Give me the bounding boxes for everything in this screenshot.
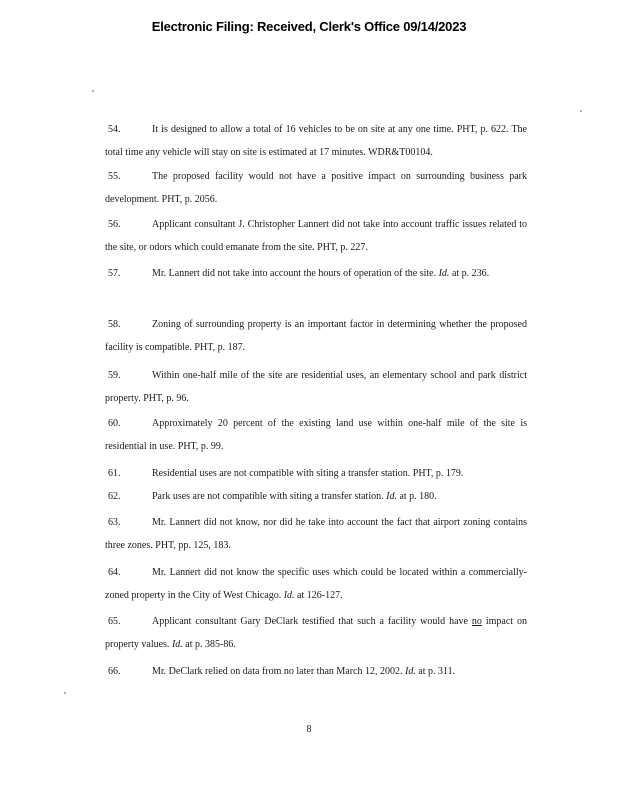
citation-page: at 126-127.: [297, 590, 343, 601]
paragraph-61: [105, 462, 527, 485]
paragraph-number: 64.: [108, 567, 121, 578]
paragraph-text: Applicant consultant Gary DeClark testified that such a facility would have: [152, 616, 468, 627]
paragraph-number: 66.: [108, 666, 121, 677]
scan-speck: [92, 90, 94, 92]
paragraph-57: [105, 262, 527, 285]
paragraph-64: [105, 561, 527, 607]
paragraph-58: [105, 313, 527, 359]
paragraph-text: Within one-half mile of the site are residential uses, an elementary school and park district property. PHT, p. 96.: [105, 370, 527, 404]
paragraph-number: 60.: [108, 418, 121, 429]
page-number: 8: [306, 724, 312, 735]
paragraph-text: Park uses are not compatible with siting a transfer station.: [152, 491, 384, 502]
paragraph-number: 58.: [108, 319, 121, 330]
paragraph-number: 65.: [108, 616, 121, 627]
citation-id: Id.: [283, 590, 295, 601]
paragraph-60: [105, 412, 527, 458]
paragraph-text: Approximately 20 percent of the existing land use within one-half mile of the site is residential in use. PHT, p. 99.: [105, 418, 527, 452]
citation-id: Id.: [438, 268, 450, 279]
electronic-filing-stamp: Electronic Filing: Received, Clerk's Office 09/14/2023: [151, 19, 467, 34]
scan-speck: [64, 692, 66, 694]
paragraph-text-continued: impact on property values.: [105, 616, 528, 650]
paragraph-number: 54.: [108, 124, 121, 135]
paragraph-number: 59.: [108, 370, 121, 381]
citation-page: at p. 236.: [451, 268, 490, 279]
paragraph-number: 62.: [108, 491, 121, 502]
paragraph-54: [105, 118, 527, 164]
paragraph-63: [105, 511, 527, 557]
paragraph-text: Zoning of surrounding property is an important factor in determining whether the proposed facility is compatible. PHT, p. 187.: [105, 319, 527, 353]
citation-page: at p. 311.: [418, 666, 456, 677]
paragraph-number: 61.: [108, 468, 121, 479]
paragraph-56: [105, 213, 527, 259]
paragraph-62: [105, 485, 527, 508]
underlined-no: no: [471, 616, 482, 627]
citation-page: at p. 385-86.: [185, 639, 236, 650]
paragraph-text: It is designed to allow a total of 16 vehicles to be on site at any one time. PHT, p. 622. The total time any vehicle will stay on site is estimated at 17 minutes. WDR&T00104.: [105, 124, 527, 158]
citation-id: Id.: [404, 666, 416, 677]
paragraph-66: [105, 660, 527, 683]
citation-id: Id.: [171, 639, 183, 650]
paragraph-text: Mr. Lannert did not take into account the hours of operation of the site.: [152, 268, 437, 279]
paragraph-number: 57.: [108, 268, 121, 279]
paragraph-text: Mr. Lannert did not know, nor did he take into account the fact that airport zoning contains three zones. PHT, pp. 125, 183.: [105, 517, 527, 551]
paragraph-65: [105, 610, 527, 656]
paragraph-text: The proposed facility would not have a positive impact on surrounding business park development. PHT, p. 2056.: [105, 171, 527, 205]
paragraph-number: 55.: [108, 171, 121, 182]
paragraph-number: 63.: [108, 517, 121, 528]
paragraph-59: [105, 364, 527, 410]
citation-id: Id.: [386, 491, 397, 502]
scan-speck: [580, 110, 582, 112]
paragraph-text: Mr. DeClark relied on data from no later than March 12, 2002.: [152, 666, 403, 677]
paragraph-text: Applicant consultant J. Christopher Lannert did not take into account traffic issues related to the site, or odors which could emanate from the site. PHT, p. 227.: [105, 219, 527, 253]
paragraph-text: Mr. Lannert did not know the specific uses which could be located within a commercially-zoned property in the City of West Chicago.: [105, 567, 527, 601]
paragraph-55: [105, 165, 527, 211]
paragraph-number: 56.: [108, 219, 121, 230]
paragraph-text: Residential uses are not compatible with siting a transfer station. PHT, p. 179.: [152, 468, 464, 479]
citation-page: at p. 180.: [399, 491, 437, 502]
